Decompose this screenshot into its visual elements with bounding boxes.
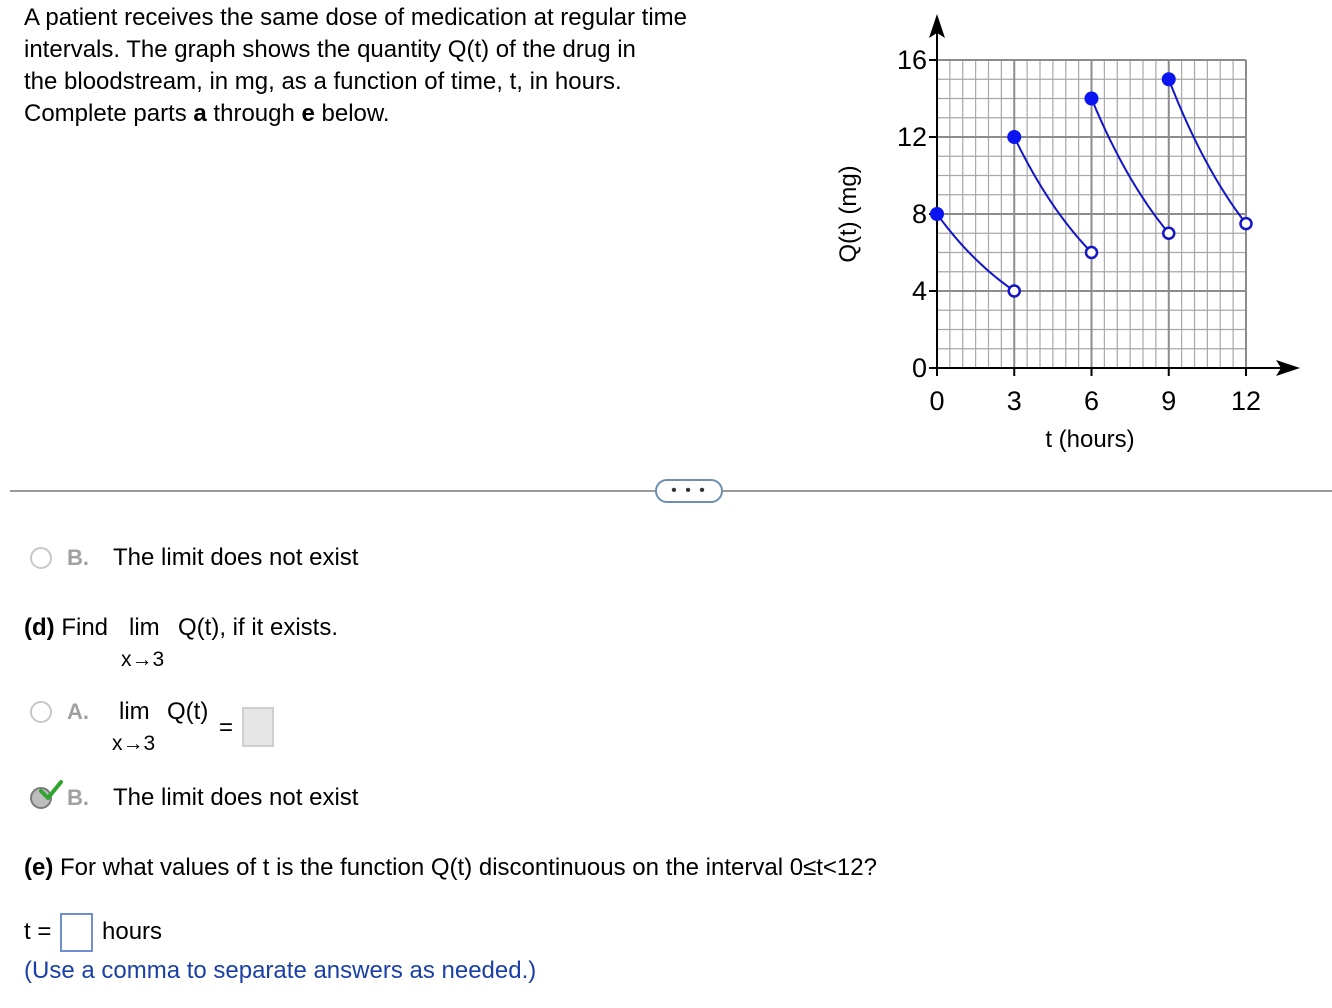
part-d-function: Q(t), if it exists. (178, 614, 339, 641)
problem-intro (24, 2, 764, 130)
part-d-option-b-text: The limit does not exist (113, 784, 359, 811)
intro-line-4-post: below. (314, 100, 390, 127)
part-e-unit: hours (102, 918, 163, 945)
y-axis-label: Q(t) (mg) (835, 165, 862, 263)
part-e-label: (e) (24, 854, 54, 881)
open-point-3 (1163, 228, 1174, 239)
open-point-2 (1086, 247, 1097, 258)
x-tick-label: 6 (1083, 386, 1100, 416)
part-e-answer-input[interactable] (60, 913, 93, 952)
part-d-option-a-subscript: x→3 (112, 732, 156, 755)
part-e-text: For what values of t is the function Q(t) discontinuous on the interval 0≤t<12? (60, 854, 877, 881)
part-d-subscript: x→3 (121, 648, 165, 671)
x-tick-label: 12 (1230, 386, 1262, 416)
closed-point-2 (1007, 130, 1021, 144)
intro-line-3: the bloodstream, in mg, as a function of time, t, in hours. (24, 68, 622, 95)
part-c-option-b-radio[interactable] (30, 547, 52, 569)
intro-line-2: intervals. The graph shows the quantity Q(t) of the drug in (24, 36, 636, 63)
open-point-1 (1009, 286, 1020, 297)
intro-part-e: e (301, 100, 315, 127)
intro-line-4-pre: Complete parts (24, 100, 194, 127)
part-d-find: Find (61, 614, 109, 641)
part-e-t-equals: t = (24, 918, 52, 945)
part-d-option-a-function: Q(t) (167, 698, 209, 725)
closed-point-4 (1162, 72, 1176, 86)
y-tick-label: 16 (896, 45, 927, 75)
part-e-hint: (Use a comma to separate answers as needed.) (24, 957, 537, 984)
y-tick-label: 12 (896, 122, 927, 152)
intro-line-4-mid: through (206, 100, 302, 127)
part-d-option-a-lim: lim (119, 698, 150, 725)
intro-part-a: a (193, 100, 207, 127)
drug-quantity-chart (820, 0, 1332, 470)
part-c-option-b-letter: B. (67, 545, 89, 570)
part-d-option-a-equals: = (219, 714, 234, 741)
intro-line-1: A patient receives the same dose of medication at regular time (24, 4, 688, 31)
x-tick-label: 9 (1161, 386, 1177, 416)
part-d-option-a-letter: A. (67, 699, 89, 724)
open-point-4 (1241, 218, 1252, 229)
part-d-label: (d) (24, 614, 55, 641)
y-tick-label: 4 (911, 276, 927, 306)
intro-line-4 (24, 98, 764, 130)
part-c-option-b-text: The limit does not exist (113, 544, 359, 571)
grid-major (937, 60, 1246, 368)
part-e-question (24, 854, 877, 882)
more-button[interactable]: • • • (655, 479, 723, 503)
closed-point-1 (930, 207, 944, 221)
part-d-option-b-letter: B. (67, 785, 89, 810)
x-axis-label: t (hours) (1045, 426, 1135, 453)
part-d-option-a-radio[interactable] (30, 701, 52, 723)
y-tick-label: 0 (911, 353, 927, 383)
closed-point-3 (1085, 92, 1099, 106)
x-tick-label: 0 (929, 386, 945, 416)
checkmark-icon (38, 778, 64, 804)
part-d-answer-box[interactable] (242, 707, 274, 747)
x-tick-label: 3 (1006, 386, 1022, 416)
part-d-lim: lim (129, 614, 160, 641)
part-d-question (24, 614, 108, 642)
y-tick-label: 8 (911, 199, 927, 229)
